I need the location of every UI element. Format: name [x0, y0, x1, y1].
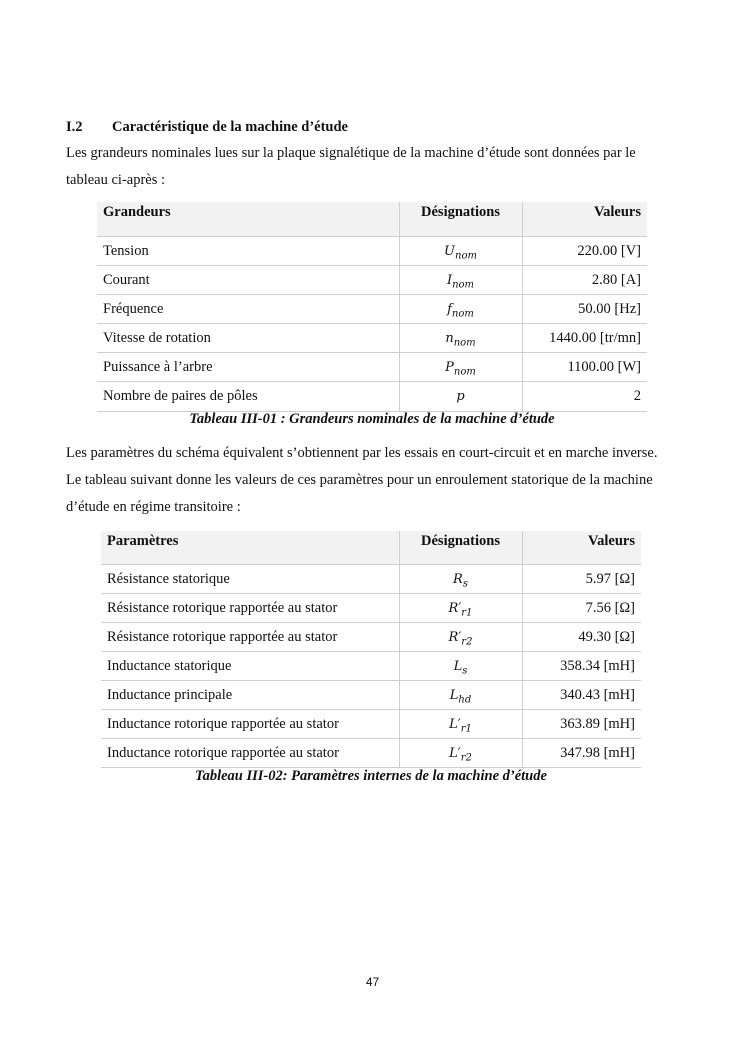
table-nominal-values — [97, 202, 647, 412]
row-designation — [399, 324, 522, 353]
symbol-main: P — [445, 360, 454, 376]
symbol-main: R — [448, 600, 459, 616]
symbol — [453, 658, 468, 677]
table-row — [101, 680, 641, 709]
section-number: I.2 — [66, 119, 83, 135]
row-label: Puissance à l’arbre — [97, 353, 399, 382]
symbol-subscript: s — [462, 665, 468, 677]
section-heading — [66, 119, 348, 136]
symbol-prime: ′ — [458, 600, 462, 616]
symbol — [447, 301, 474, 320]
symbol — [449, 745, 472, 764]
table-header-row — [101, 531, 641, 564]
row-label: Vitesse de rotation — [97, 324, 399, 353]
row-designation — [399, 680, 522, 709]
second-paragraph — [66, 440, 691, 521]
row-label: Fréquence — [97, 294, 399, 323]
column-header-valeurs: Valeurs — [522, 531, 641, 564]
symbol-subscript: r2 — [461, 636, 473, 648]
row-value: 1440.00 [tr/mn] — [522, 324, 647, 353]
intro-line-1: Les grandeurs nominales lues sur la plaque signalétique de la machine d’étude sont données par le — [66, 145, 636, 161]
row-value: 5.97 [Ω] — [522, 564, 641, 593]
symbol-main: R — [448, 629, 459, 645]
column-header-grandeurs: Grandeurs — [97, 202, 399, 236]
table-row — [101, 709, 641, 738]
symbol — [445, 360, 476, 378]
column-header-designations: Désignations — [399, 202, 522, 236]
symbol-subscript: nom — [451, 308, 474, 320]
symbol-main: L — [449, 716, 458, 732]
symbol-main: L — [449, 687, 459, 703]
row-value: 340.43 [mH] — [522, 680, 641, 709]
table-row — [97, 294, 647, 323]
symbol-main: I — [446, 272, 453, 288]
row-designation — [399, 593, 522, 622]
table-row — [97, 236, 647, 265]
symbol-subscript: r1 — [460, 723, 472, 735]
table2-caption: Tableau III-02: Paramètres internes de la machine d’étude — [195, 768, 547, 784]
row-designation — [399, 622, 522, 651]
row-value: 1100.00 [W] — [522, 353, 647, 382]
symbol — [449, 687, 472, 706]
second-line-2: Le tableau suivant donne les valeurs de ces paramètres pour un enroulement statorique de la machine — [66, 472, 653, 488]
table1-caption: Tableau III-01 : Grandeurs nominales de la machine d’étude — [189, 411, 555, 427]
row-value: 49.30 [Ω] — [522, 622, 641, 651]
row-value: 220.00 [V] — [522, 236, 647, 265]
symbol — [449, 716, 472, 735]
symbol-subscript: nom — [455, 250, 477, 262]
column-header-parametres: Paramètres — [101, 531, 399, 564]
row-label: Inductance rotorique rapportée au stator — [101, 709, 399, 738]
symbol-subscript: r1 — [461, 607, 473, 619]
intro-paragraph — [66, 140, 686, 194]
row-designation — [399, 651, 522, 680]
table-row — [97, 265, 647, 294]
row-value: 2.80 [A] — [522, 265, 647, 294]
table-row — [101, 651, 641, 680]
row-value: 2 — [522, 382, 647, 411]
symbol-main: U — [444, 243, 455, 259]
row-label: Nombre de paires de pôles — [97, 382, 399, 411]
row-designation — [399, 382, 522, 411]
row-designation — [399, 353, 522, 382]
symbol-subscript: nom — [452, 279, 475, 291]
second-line-1: Les paramètres du schéma équivalent s’obtiennent par les essais en court-circuit et en marche inverse. — [66, 445, 658, 461]
table-row — [101, 738, 641, 767]
symbol — [446, 272, 475, 291]
column-header-designations: Désignations — [399, 531, 522, 564]
second-line-3: d’étude en régime transitoire : — [66, 499, 241, 515]
row-label: Inductance principale — [101, 680, 399, 709]
symbol-main: p — [456, 389, 465, 405]
symbol-subscript: r2 — [460, 752, 472, 764]
table-row — [101, 593, 641, 622]
row-value: 347.98 [mH] — [522, 738, 641, 767]
symbol-prime: ′ — [457, 745, 461, 761]
row-label: Inductance statorique — [101, 651, 399, 680]
symbol-subscript: nom — [453, 366, 476, 378]
symbol — [453, 571, 468, 590]
symbol-main: L — [449, 745, 458, 761]
table-row — [97, 324, 647, 353]
row-label: Tension — [97, 236, 399, 265]
symbol-main: n — [445, 331, 454, 347]
section-title: Caractéristique de la machine d’étude — [112, 119, 348, 135]
row-label: Résistance statorique — [101, 564, 399, 593]
row-designation — [399, 265, 522, 294]
table-row — [97, 382, 647, 411]
symbol — [444, 243, 477, 262]
row-designation — [399, 738, 522, 767]
symbol-main: L — [453, 658, 463, 674]
row-label: Résistance rotorique rapportée au stator — [101, 593, 399, 622]
symbol-subscript: s — [462, 578, 468, 590]
symbol-main: f — [447, 301, 452, 317]
row-label: Résistance rotorique rapportée au stator — [101, 622, 399, 651]
row-designation — [399, 294, 522, 323]
table-header-row — [97, 202, 647, 236]
symbol-prime: ′ — [457, 716, 461, 732]
row-label: Inductance rotorique rapportée au stator — [101, 738, 399, 767]
row-value: 7.56 [Ω] — [522, 593, 641, 622]
row-designation — [399, 709, 522, 738]
column-header-valeurs: Valeurs — [522, 202, 647, 236]
intro-line-2: tableau ci-après : — [66, 172, 166, 188]
row-designation — [399, 564, 522, 593]
table-internal-parameters — [101, 531, 641, 768]
symbol-main: R — [453, 571, 463, 587]
symbol-subscript: hd — [458, 694, 472, 706]
symbol — [456, 389, 464, 404]
row-designation — [399, 236, 522, 265]
symbol — [448, 600, 473, 619]
symbol-subscript: nom — [453, 337, 476, 349]
symbol — [445, 331, 476, 349]
table-row — [97, 353, 647, 382]
row-value: 363.89 [mH] — [522, 709, 641, 738]
page-number: 47 — [365, 975, 380, 989]
symbol-prime: ′ — [458, 629, 462, 645]
row-value: 358.34 [mH] — [522, 651, 641, 680]
row-value: 50.00 [Hz] — [522, 294, 647, 323]
row-label: Courant — [97, 265, 399, 294]
table-row — [101, 622, 641, 651]
symbol — [448, 629, 473, 648]
table-row — [101, 564, 641, 593]
